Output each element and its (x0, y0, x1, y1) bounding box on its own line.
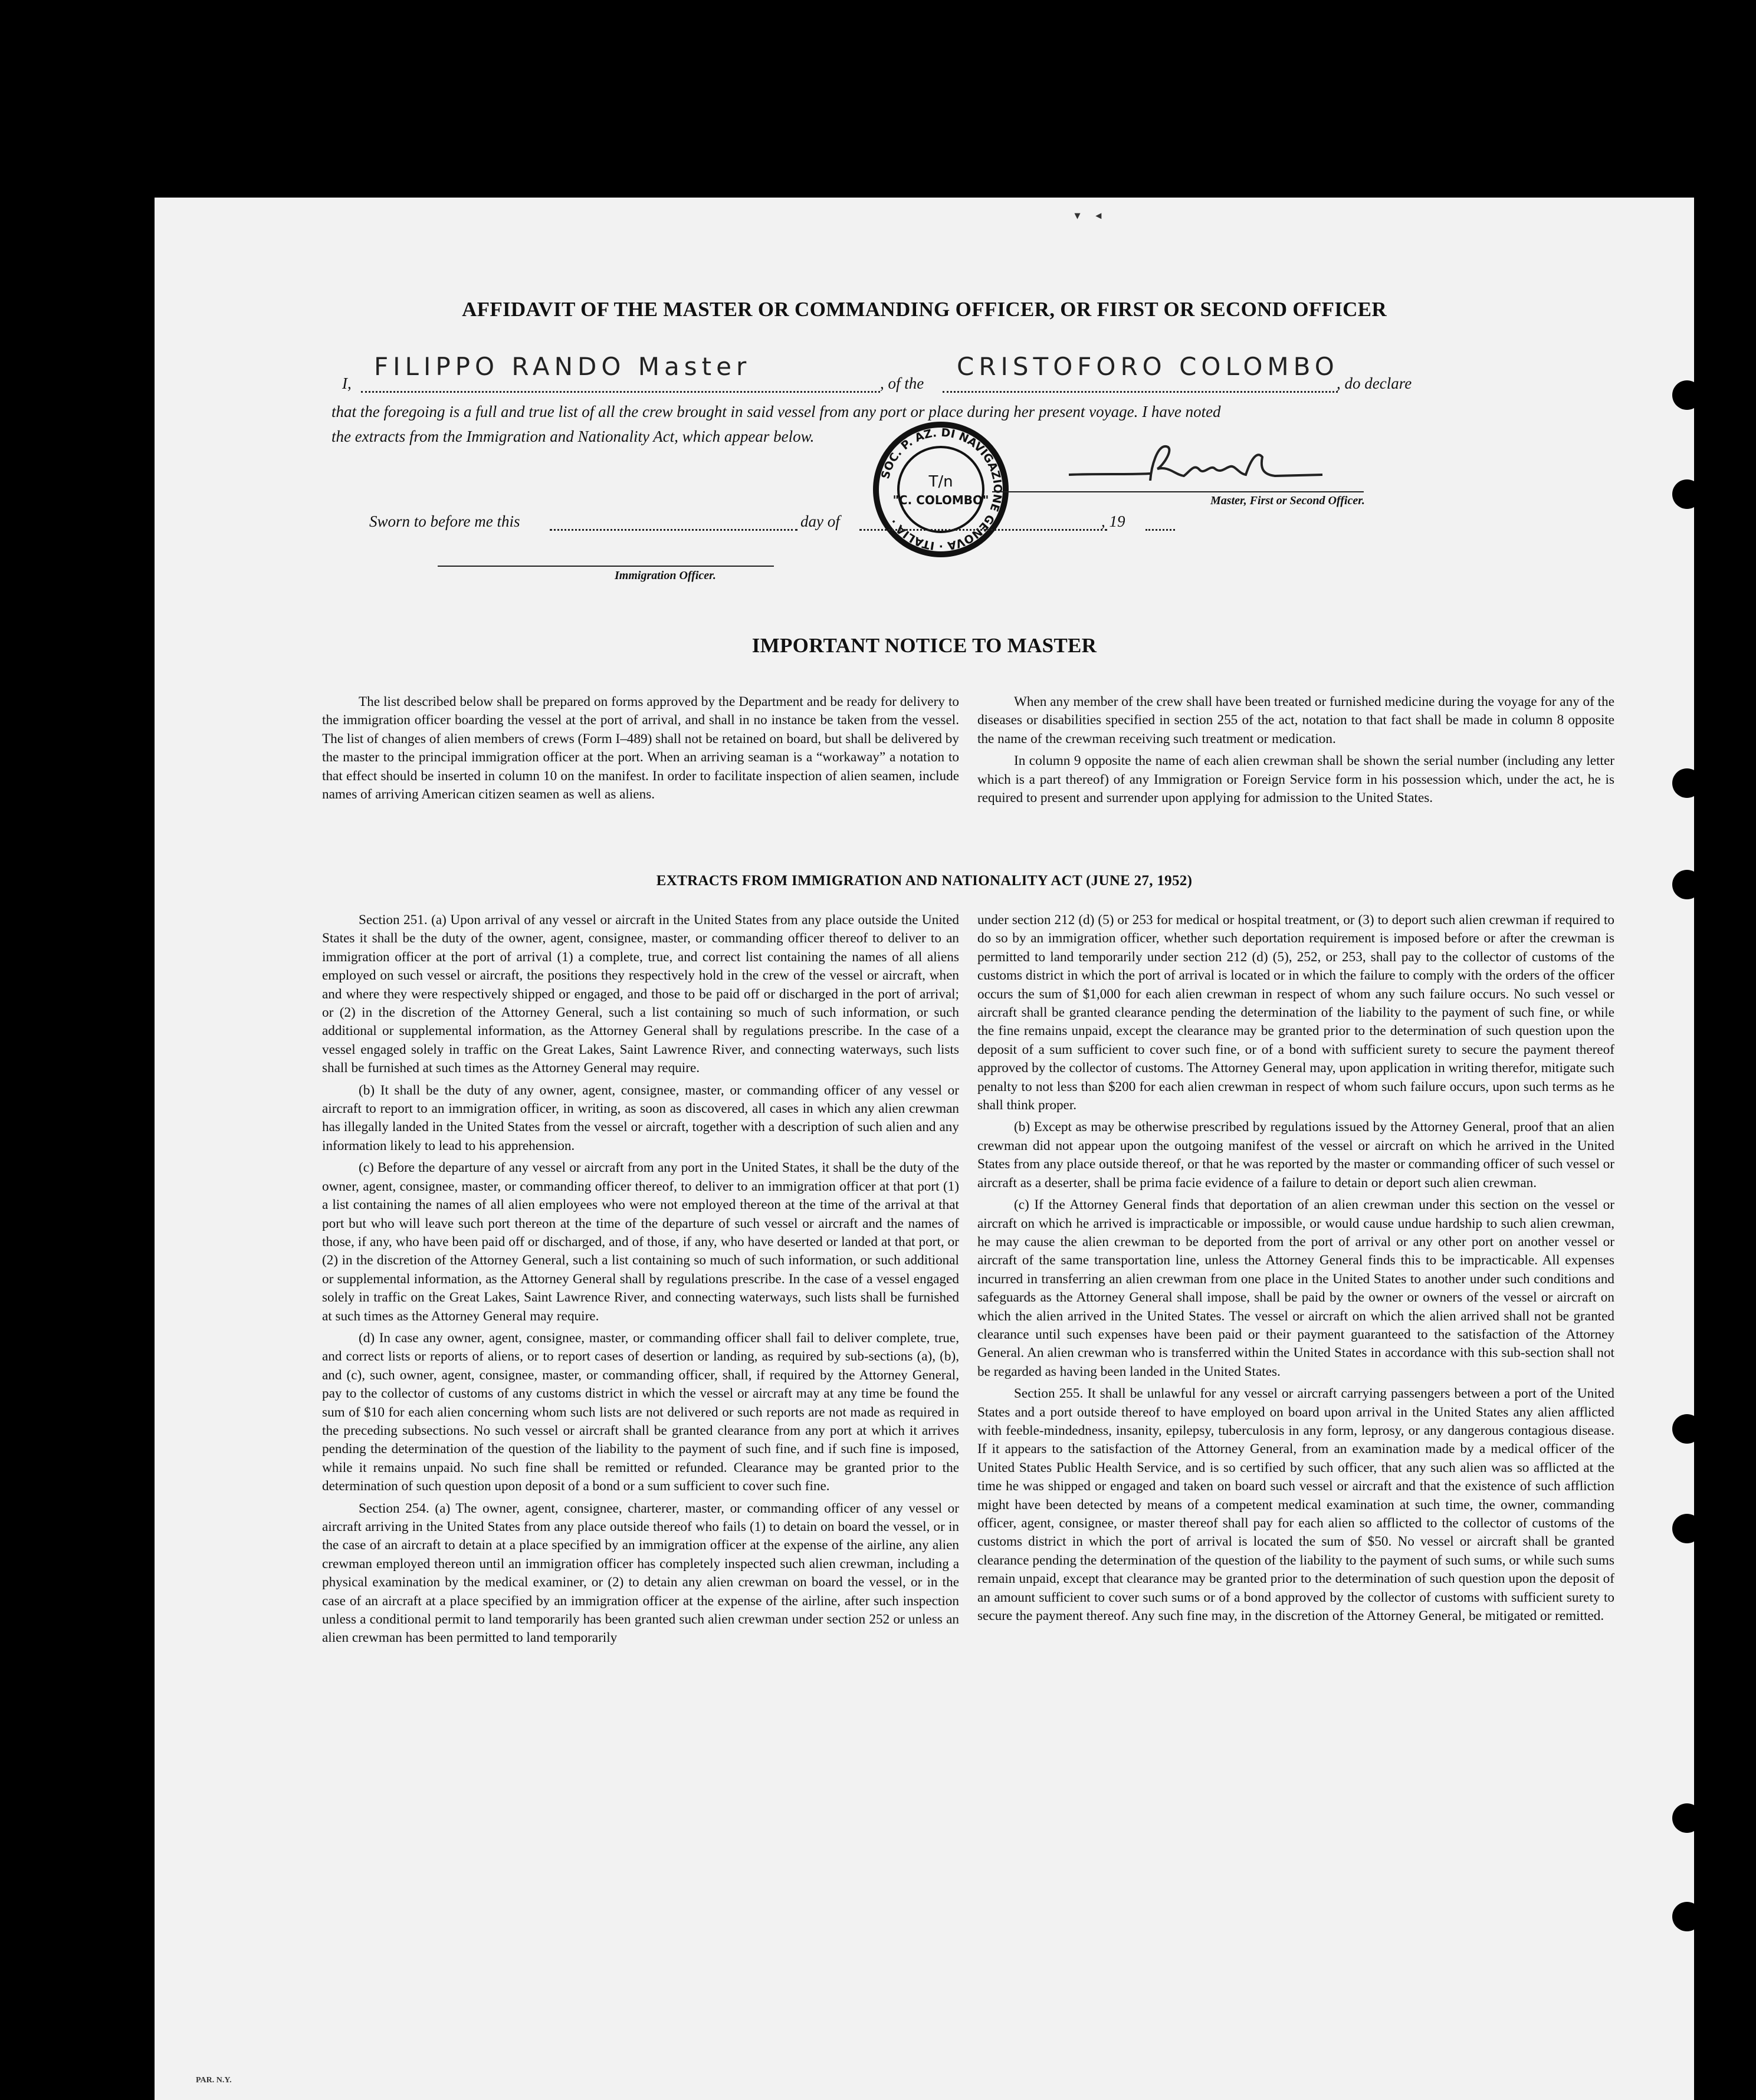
punch-hole (1672, 1514, 1702, 1543)
day-of-label: day of (800, 512, 840, 530)
officer-line (438, 566, 774, 567)
master-name-line (361, 391, 880, 393)
section-254-a-continued: under section 212 (d) (5) or 253 for medical or hospital treatment, or (3) to deport such alien crewman if required to do so by an immigration officer, whether such deportation requirement is imposed before or after the crewman is permitted to land temporarily under section 212 (d) (5), 252, or 253, shall pay to the collector of customs of the customs district in which the port of arrival is located or in which the failure to comply with the orders of the officer occurs the sum of $1,000 for each alien crewman in respect of whom any such failure occurs. No such vessel or aircraft shall be granted clearance pending the determination of the liability to the payment of such fine, or while the fine remains unpaid, except the clearance may be granted prior to the determination of such question upon the deposit of a sum sufficient to cover such fine, or of a bond with sufficient surety to secure the payment thereof approved by the collector of customs. The Attorney General may, upon application in writing therefor, mitigate such penalty to not less than $200 for each alien crewman in respect of whom such failure occurs, upon such terms as he shall think proper. (977, 912, 1614, 1113)
year-label: , 19 (1101, 512, 1125, 530)
punch-hole (1672, 1902, 1702, 1931)
notice-left-column (322, 693, 959, 807)
notice-title: IMPORTANT NOTICE TO MASTER (751, 634, 1097, 657)
section-251-b: (b) It shall be the duty of any owner, agent, consignee, master, or commanding officer of any vessel or aircraft to report to an immigration officer, in writing, as soon as discovered, all cases in which any alien crewman has illegally landed in the United States from the vessel or aircraft, together with a description of such alien and any information likely to lead to his apprehension. (322, 1082, 959, 1153)
form-page (155, 198, 1694, 2100)
ship-name-line (943, 391, 1338, 393)
do-declare-label: , do declare (1337, 374, 1412, 392)
affidavit-title: AFFIDAVIT OF THE MASTER OR COMMANDING OFFICER, OR FIRST OR SECOND OFFICER (462, 298, 1387, 321)
punch-hole (1672, 870, 1702, 899)
section-254-c: (c) If the Attorney General finds that deportation of an alien crewman under this section on the vessel or aircraft on which he arrived is impracticable or impossible, or would cause undue hardship to such alien crewman, he may cause the alien crewman to be deported from the port of arrival or any other port on another vessel or aircraft of the same transportation line, unless the Attorney General finds this to be impracticable. All expenses incurred in transferring an alien crewman from one place in the United States to another under such conditions and safeguards as the Attorney General shall impose, shall be paid by the owner or owners of the vessel or aircraft on which the alien arrived in the United States. The vessel or aircraft on which the alien arrived shall not be granted clearance until such expenses have been paid or their payment guaranteed to the satisfaction of the Attorney General. An alien crewman who is transferred within the United States in accordance with this sub-section shall not be regarded as having been landed in the United States. (977, 1197, 1614, 1379)
i-label: I, (342, 374, 352, 392)
master-name-field[interactable]: FILIPPO RANDO Master (374, 352, 751, 381)
extracts-title: EXTRACTS FROM IMMIGRATION AND NATIONALITY ACT (JUNE 27, 1952) (656, 873, 1193, 889)
sworn-year-line (1145, 529, 1175, 531)
extracts-left-column (322, 911, 959, 1651)
notice-right-paragraph-1: When any member of the crew shall have been treated or furnished medicine during the voyage for any of the diseases or disabilities specified in section 255 of the act, notation to that fact shall be made in column 8 opposite the name of the crewman receiving such treatment or medication. (977, 694, 1614, 747)
officer-caption: Immigration Officer. (615, 569, 716, 582)
sworn-label: Sworn to before me this (369, 512, 520, 530)
signature-line (992, 491, 1364, 492)
section-251-a: Section 251. (a) Upon arrival of any vessel or aircraft in the United States from any place outside the United States it shall be the duty of the owner, agent, consignee, master, or commanding officer thereof to deliver to an immigration officer at the port of arrival (1) a complete, true, and correct list containing the names of all aliens employed on such vessel or aircraft, the positions they respectively hold in the crew of the vessel or aircraft, when and where they were respectively shipped or engaged, and those to be paid off or discharged in the port of arrival; or (2) in the discretion of the Attorney General, such a list containing so much of such information, or such additional or supplemental information, as the Attorney General shall by regulations prescribe. In the case of a vessel engaged solely in traffic on the Great Lakes, Saint Lawrence River, and connecting waterways, such lists shall be furnished at such times as the Attorney General may require. (322, 912, 959, 1076)
section-251-c: (c) Before the departure of any vessel or aircraft from any port in the United States, it shall be the duty of the owner, agent, consignee, master, or commanding officer thereof, to deliver to an immigration officer at that port (1) a list containing the names of all alien employees who were not employed thereon at the time of the arrival at that port but who will leave such port thereon at the time of the departure of such vessel or aircraft and the names of those, if any, who have been paid off or discharged, and of those, if any, who have deserted or landed at that port, or (2) in the discretion of the Attorney General, such a list containing so much of such information, or such additional or supplemental information, as the Attorney General shall by regulations prescribe. In the case of a vessel engaged solely in traffic on the Great Lakes, Saint Lawrence River, and connecting waterways, such lists shall be furnished at such times as the Attorney General may require. (322, 1160, 959, 1324)
punch-hole (1672, 380, 1702, 410)
section-255: Section 255. It shall be unlawful for any vessel or aircraft carrying passengers between a port of the United States and a port outside thereof to have employed on board upon arrival in the United States any alien afflicted with feeble-mindedness, insanity, epilepsy, tuberculosis in any form, leprosy, or any dangerous contagious disease. If it appears to the satisfaction of the Attorney General, from an examination made by a medical officer of the United States Public Health Service, and is so certified by such officer, that any such alien was so afflicted at the time he was shipped or engaged and taken on board such vessel or aircraft and that the existence of such affliction might have been detected by means of a competent medical examination at such time, the owner, commanding officer, agent, consignee, or master thereof shall pay for each alien so afflicted to the collector of customs of the customs district in which the port of arrival is located the sum of $50. No vessel or aircraft shall be granted clearance pending the determination of the question of the liability to the payment of such sums, or while such sums remain unpaid, except that clearance may be granted prior to the determination of such question upon the deposit of an amount sufficient to cover such sums or of a bond approved by the collector of customs with sufficient surety to secure the payment thereof. Any such fine may, in the discretion of the Attorney General, be mitigated or remitted. (977, 1386, 1614, 1624)
punch-hole (1672, 1414, 1702, 1444)
punch-hole (1672, 1803, 1702, 1833)
section-254-b: (b) Except as may be otherwise prescribed by regulations issued by the Attorney General, proof that an alien crewman did not appear upon the outgoing manifest of the vessel or aircraft on which he arrived in the United States from any place outside thereof, or that he was reported by the master or commanding officer of such vessel or aircraft as a deserter, shall be prima facie evidence of a failure to detain or deport such alien crewman. (977, 1119, 1614, 1191)
affidavit-line-2: that the foregoing is a full and true list of all the crew brought in said vessel from any port or place during her present voyage. I have noted (331, 403, 1221, 420)
section-251-d: (d) In case any owner, agent, consignee, master, or commanding officer shall fail to deliver complete, true, and correct lists or reports of aliens, or to report cases of desertion or landing, as required by sub-sections (a), (b), and (c), such owner, agent, consignee, master, or commanding officer, shall, if required by the Attorney General, pay to the collector of customs of any customs district in which the vessel or aircraft may at any time be found the sum of $10 for each alien concerning whom such lists are not delivered or such reports are not made as required in the preceding subsections. No such vessel or aircraft shall be granted clearance from any port at which it arrives pending the determination of the question of the liability to the payment of such fine, and if such fine is imposed, while it remains unpaid. No such fine shall be remitted or refunded. Clearance may be granted prior to the determination of such question upon deposit of a bond or a sum sufficient to cover such fine. (322, 1330, 959, 1494)
svg-text:"C. COLOMBO": "C. COLOMBO" (892, 493, 989, 507)
sworn-day-line (550, 529, 797, 531)
punch-hole (1672, 768, 1702, 798)
signature-caption: Master, First or Second Officer. (1210, 494, 1365, 507)
printer-mark: PAR. N.Y. (196, 2076, 232, 2085)
svg-text:T/n: T/n (928, 473, 953, 491)
sworn-month-line (859, 529, 1107, 531)
top-marks: ▾ ◂ (1075, 209, 1102, 221)
of-the-label: , of the (880, 374, 924, 392)
notice-left-paragraph: The list described below shall be prepared on forms approved by the Department and be ready for delivery to the immigration officer boarding the vessel at the port of arrival, and shall in no instance be taken from the vessel. The list of changes of alien members of crews (Form I–489) shall not be retained on board, but shall be delivered by the master to the principal immigration officer at the port. When an arriving seaman is a “workaway” a notation to that effect should be inserted in column 10 on the manifest. In order to facilitate inspection of alien seamen, include names of arriving American citizen seamen as well as aliens. (322, 694, 959, 803)
notice-right-column (977, 693, 1614, 811)
notice-right-paragraph-2: In column 9 opposite the name of each alien crewman shall be shown the serial number (including any letter which is a part thereof) of any Immigration or Foreign Service form in his possession which, under the act, he is required to present and surrender upon applying for admission to the United States. (977, 753, 1614, 806)
master-signature (1063, 439, 1328, 492)
ship-name-field[interactable]: CRISTOFORO COLOMBO (957, 352, 1339, 381)
section-254-a: Section 254. (a) The owner, agent, consignee, charterer, master, or commanding officer of any vessel or aircraft arriving in the United States from any place outside thereof who fails (1) to detain on board the vessel, or in the case of an aircraft to detain at a place specified by an immigration officer at the expense of the airline, any alien crewman employed thereon until an immigration officer has completely inspected such alien crewman, including a physical examination by the medical examiner, or (2) to detain any alien crewman on board the vessel, or in the case of an aircraft at a place specified by an immigration officer at the expense of the airline, after such inspection unless a conditional permit to land temporarily has been granted such alien crewman under section 252 or unless an alien crewman has been permitted to land temporarily (322, 1500, 959, 1646)
affidavit-line-3: the extracts from the Immigration and Nationality Act, which appear below. (331, 428, 815, 445)
extracts-right-column (977, 911, 1614, 1629)
ship-stamp-seal (873, 422, 1009, 557)
punch-hole (1672, 479, 1702, 509)
svg-text:SOC. P. AZ. DI NAVIGAZIONE GEN: SOC. P. AZ. DI NAVIGAZIONE GENOVA · ITALIA · (878, 426, 1005, 553)
